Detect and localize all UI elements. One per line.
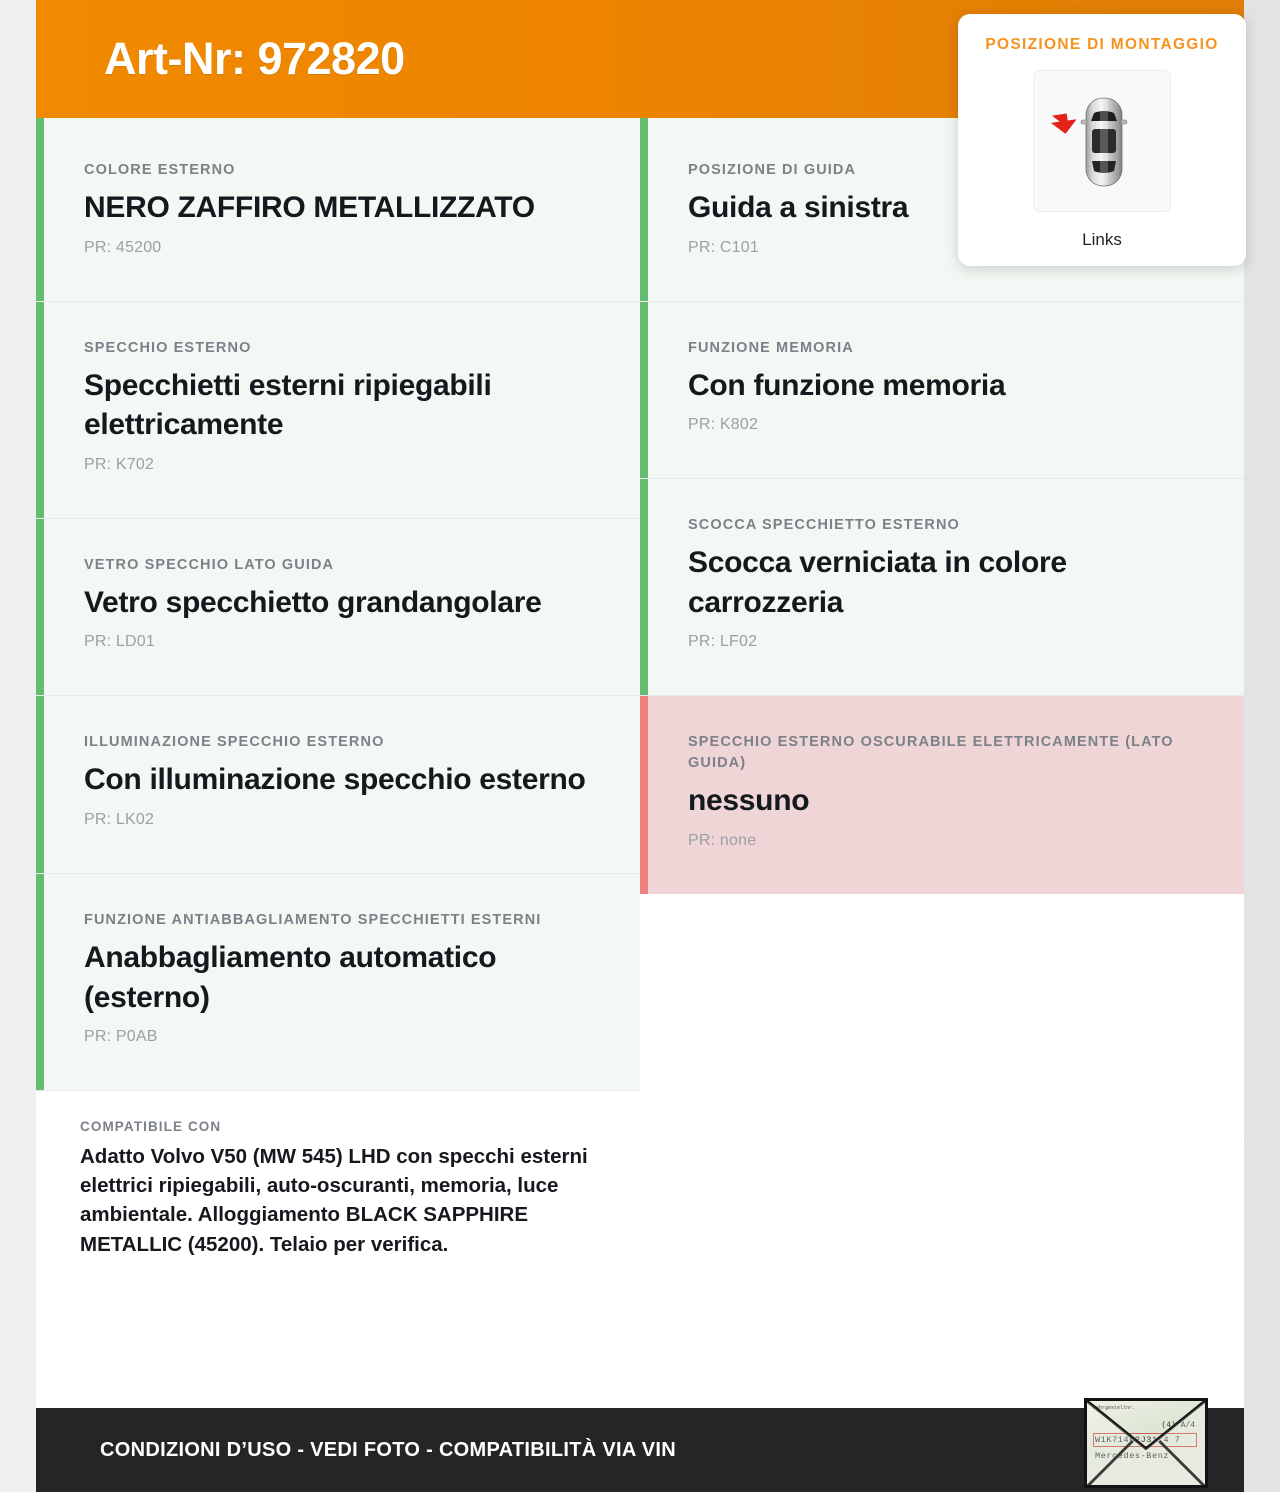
vin-doc-header: Fahrgestellnr. (1093, 1405, 1136, 1411)
spec-card (640, 302, 1244, 480)
spec-card (36, 874, 640, 1091)
mounting-position-title: POSIZIONE DI MONTAGGIO (985, 36, 1219, 53)
spec-label: FUNZIONE MEMORIA (688, 339, 854, 356)
compatibility-block (36, 1091, 640, 1292)
spec-pr-code: PR: P0AB (84, 1028, 158, 1046)
footer-bar (36, 1405, 1244, 1492)
spec-pr-code: PR: C101 (688, 238, 759, 256)
spec-pr-code: PR: LD01 (84, 633, 155, 651)
spec-value: Con illuminazione specchio esterno (84, 763, 586, 797)
spec-content (36, 118, 1244, 1408)
spec-card (36, 118, 640, 302)
spec-value: Anabbagliamento automatico (esterno) (84, 941, 497, 1014)
vin-number: W1K71462J31 4 7 (1095, 1435, 1181, 1445)
spec-label: FUNZIONE ANTIABBAGLIAMENTO SPECCHIETTI ESTERNI (84, 912, 542, 929)
vin-doc-side-code: (4) A/4 (1161, 1421, 1195, 1430)
footer-text: CONDIZIONI D’USO - VEDI FOTO - COMPATIBILITÀ VIA VIN (100, 1438, 676, 1461)
spec-value: Vetro specchietto grandangolare (84, 585, 542, 619)
vin-make: Mercedes-Benz (1095, 1451, 1170, 1461)
article-number: Art-Nr: 972820 (104, 33, 405, 84)
spec-pr-code: PR: LF02 (688, 633, 758, 651)
spec-card (36, 519, 640, 697)
mounting-position-caption: Links (1082, 230, 1122, 249)
spec-label: SPECCHIO ESTERNO OSCURABILE ELETTRICAMENTE (LATO GUIDA) (688, 734, 1174, 772)
spec-card (36, 302, 640, 519)
spec-label: POSIZIONE DI GUIDA (688, 162, 857, 178)
spec-value: Guida a sinistra (688, 191, 909, 225)
spec-pr-code: PR: none (688, 832, 757, 850)
spec-value: NERO ZAFFIRO METALLIZZATO (84, 191, 535, 225)
spec-pr-code: PR: 45200 (84, 238, 162, 256)
compatibility-text: Adatto Volvo V50 (MW 545) LHD con specchi esterni elettrici ripiegabili, auto-oscuranti, memoria, luce ambientale. Alloggiamento BLACK SAPPHIRE METALLIC (45200). Telaio per verifica. (80, 1145, 588, 1256)
spec-card-missing (640, 696, 1244, 894)
spec-value: Specchietti esterni ripiegabili elettricamente (84, 368, 492, 442)
spec-pr-code: PR: K702 (84, 455, 155, 473)
spec-value: nessuno (688, 784, 810, 818)
spec-label: COLORE ESTERNO (84, 162, 236, 178)
car-top-view-with-arrow-icon (1033, 70, 1171, 212)
mounting-position-card (958, 14, 1246, 266)
spec-card (640, 479, 1244, 696)
spec-label: ILLUMINAZIONE SPECCHIO ESTERNO (84, 734, 385, 751)
spec-value: Con funzione memoria (688, 368, 1006, 402)
spec-pr-code: PR: K802 (688, 416, 759, 434)
spec-pr-code: PR: LK02 (84, 811, 155, 829)
spec-label: SPECCHIO ESTERNO (84, 339, 252, 356)
spec-value: Scocca verniciata in colore carrozzeria (688, 546, 1067, 619)
left-spec-column (36, 118, 640, 1293)
spec-card (36, 696, 640, 874)
spec-label: VETRO SPECCHIO LATO GUIDA (84, 556, 335, 573)
spec-label: SCOCCA SPECCHIETTO ESTERNO (688, 517, 960, 534)
envelope-vin-document-icon (1084, 1398, 1208, 1488)
compatibility-label: COMPATIBILE CON (80, 1119, 222, 1135)
